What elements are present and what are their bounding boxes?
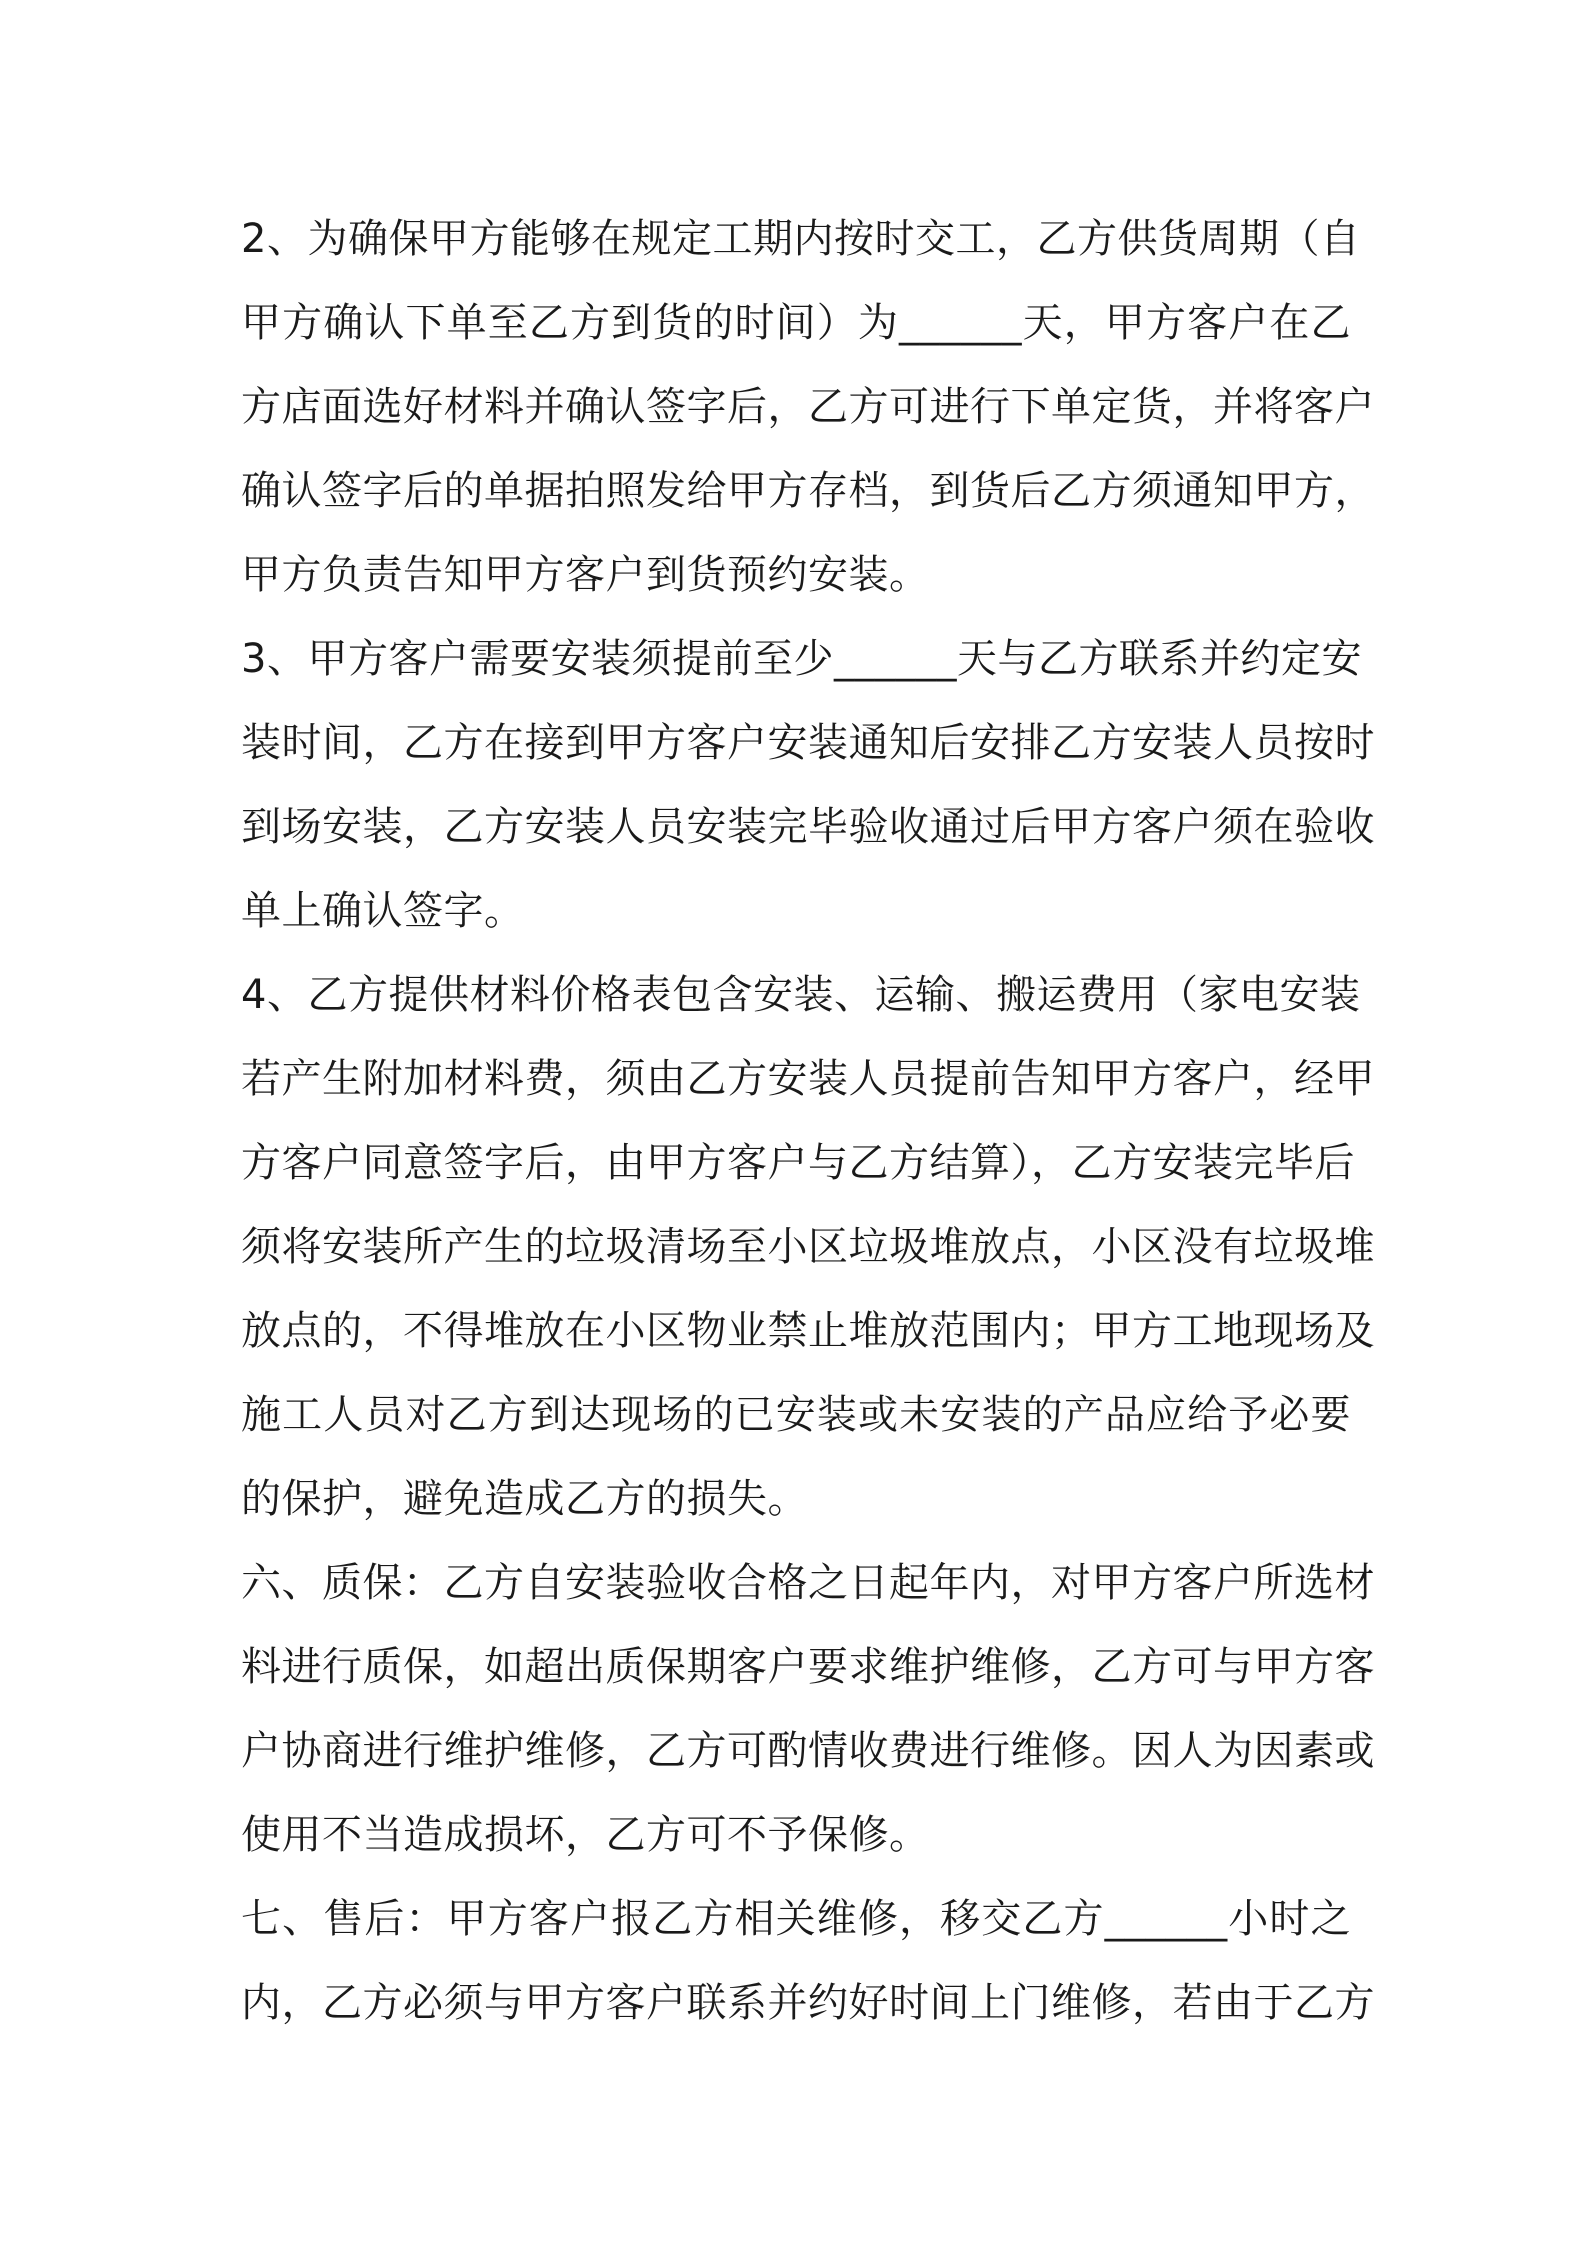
text-line: 2、为确保甲方能够在规定工期内按时交工，乙方供货周期（自 [241,216,1361,262]
text-line: 方客户同意签字后，由甲方客户与乙方结算），乙方安装完毕后 [241,1140,1355,1186]
text-line: 使用不当造成损坏，乙方可不予保修。 [241,1812,930,1858]
text-line: 户协商进行维护维修，乙方可酌情收费进行维修。因人为因素或 [241,1728,1375,1774]
text-line: 装时间，乙方在接到甲方客户安装通知后安排乙方安装人员按时 [241,720,1375,766]
clause-2-paragraph [241,197,1375,617]
text-line: 放点的，不得堆放在小区物业禁止堆放范围内；甲方工地现场及 [241,1308,1375,1354]
text-line: 单上确认签字。 [241,888,525,934]
text-line: 确认签字后的单据拍照发给甲方存档，到货后乙方须通知甲方， [241,468,1375,514]
text-line: 甲方负责告知甲方客户到货预约安装。 [241,552,930,598]
warranty-section-paragraph [241,1541,1375,1877]
text-line: 若产生附加材料费，须由乙方安装人员提前告知甲方客户，经甲 [241,1056,1375,1102]
text-line: 施工人员对乙方到达现场的已安装或未安装的产品应给予必要 [241,1392,1351,1438]
clause-3-paragraph [241,617,1375,953]
text-line: 七、售后：甲方客户报乙方相关维修，移交乙方______小时之 [241,1896,1351,1942]
text-line: 3、甲方客户需要安装须提前至少______天与乙方联系并约定安 [241,636,1362,682]
text-line: 六、质保：乙方自安装验收合格之日起年内，对甲方客户所选材 [241,1560,1375,1606]
text-line: 到场安装，乙方安装人员安装完毕验收通过后甲方客户须在验收 [241,804,1375,850]
text-line: 方店面选好材料并确认签字后，乙方可进行下单定货，并将客户 [241,384,1375,430]
document-body [241,197,1375,2045]
text-line: 内，乙方必须与甲方客户联系并约好时间上门维修，若由于乙方 [241,1980,1375,2026]
text-line: 4、乙方提供材料价格表包含安装、运输、搬运费用（家电安装 [241,972,1361,1018]
after-sales-section-paragraph [241,1877,1375,2045]
text-line: 甲方确认下单至乙方到货的时间）为______天，甲方客户在乙 [241,300,1351,346]
clause-4-paragraph [241,953,1375,1541]
text-line: 须将安装所产生的垃圾清场至小区垃圾堆放点，小区没有垃圾堆 [241,1224,1375,1270]
text-line: 的保护，避免造成乙方的损失。 [241,1476,808,1522]
text-line: 料进行质保，如超出质保期客户要求维护维修，乙方可与甲方客 [241,1644,1375,1690]
